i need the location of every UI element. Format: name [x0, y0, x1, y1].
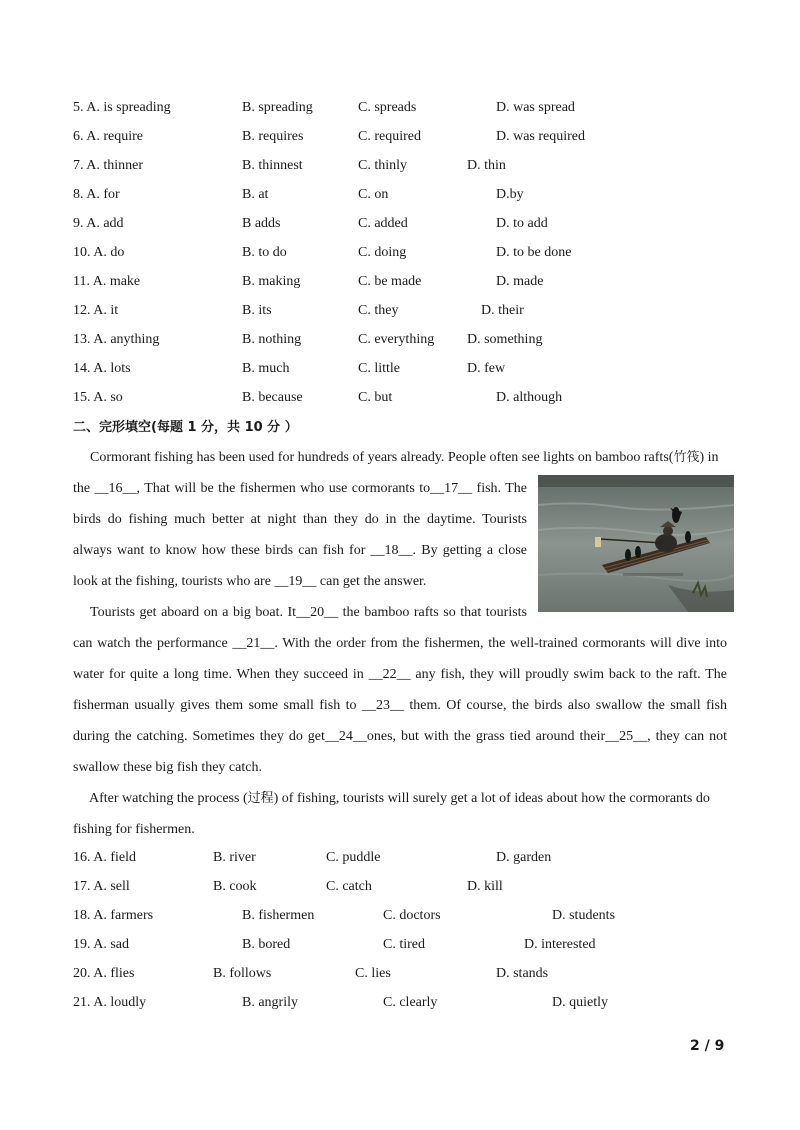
option-a: 12. A. it: [73, 303, 119, 318]
question-17-options: [0, 877, 800, 897]
option-b: B. spreading: [242, 100, 313, 115]
option-a: 17. A. sell: [73, 879, 130, 894]
option-b: B. river: [213, 850, 256, 865]
passage-line: fishing for fishermen.: [73, 822, 195, 837]
question-6-options: [0, 127, 800, 147]
option-c: C. lies: [355, 966, 391, 981]
passage-line: look at the fishing, tourists who are __19__ can get the answer.: [73, 574, 427, 589]
option-c: C. spreads: [358, 100, 417, 115]
option-d: D. was required: [496, 129, 586, 144]
cormorant-fishing-photo: [538, 475, 734, 612]
passage-line: water for quite a long time. When they succeed in __22__ any fish, they will proudly swim back to the raft. The: [73, 667, 727, 682]
option-a: 8. A. for: [73, 187, 120, 202]
option-b: B. bored: [242, 937, 291, 952]
question-9-options: [0, 214, 800, 234]
option-d: D. thin: [467, 158, 506, 173]
passage-line: during the catching. Sometimes they do get__24__ones, but with the grass tied around their__25__, they can not: [73, 729, 727, 744]
passage-line: swallow these big fish they catch.: [73, 760, 262, 775]
option-b: B. to do: [242, 245, 287, 260]
option-d: D. students: [552, 908, 615, 923]
question-7-options: [0, 156, 800, 176]
option-c: C. doctors: [383, 908, 441, 923]
passage-line: After watching the process (过程) of fishing, tourists will surely get a lot of ideas about how the cormorants do: [89, 791, 710, 806]
option-c: C. doing: [358, 245, 407, 260]
question-10-options: [0, 243, 800, 263]
option-c: C. thinly: [358, 158, 408, 173]
option-a: 18. A. farmers: [73, 908, 154, 923]
question-16-options: [0, 848, 800, 868]
option-d: D. made: [496, 274, 544, 289]
section-heading: 二、完形填空(每题 1 分，共 10 分 ）: [73, 420, 298, 435]
option-b: B. cook: [213, 879, 257, 894]
option-d: D. to add: [496, 216, 548, 231]
option-c: C. on: [358, 187, 389, 202]
option-b: B. much: [242, 361, 290, 376]
option-c: C. clearly: [383, 995, 438, 1010]
option-a: 10. A. do: [73, 245, 125, 260]
option-a: 14. A. lots: [73, 361, 131, 376]
option-a: 15. A. so: [73, 390, 123, 405]
question-11-options: [0, 272, 800, 292]
question-8-options: [0, 185, 800, 205]
passage-line: always want to know how these birds can fish for __18__. By getting a close: [73, 543, 527, 558]
passage-line: Cormorant fishing has been used for hundreds of years already. People often see lights on bamboo rafts(竹筏) in: [90, 450, 719, 465]
option-a: 16. A. field: [73, 850, 136, 865]
option-c: C. required: [358, 129, 421, 144]
question-21-options: [0, 993, 800, 1013]
option-b: B. because: [242, 390, 303, 405]
option-b: B. thinnest: [242, 158, 303, 173]
option-d: D. their: [481, 303, 524, 318]
option-c: C. added: [358, 216, 408, 231]
option-a: 13. A. anything: [73, 332, 160, 347]
option-d: D. garden: [496, 850, 552, 865]
question-14-options: [0, 359, 800, 379]
option-d: D. kill: [467, 879, 503, 894]
option-d: D. interested: [524, 937, 596, 952]
option-d: D.by: [496, 187, 524, 202]
option-b: B. making: [242, 274, 301, 289]
option-b: B. nothing: [242, 332, 302, 347]
option-d: D. although: [496, 390, 563, 405]
question-19-options: [0, 935, 800, 955]
option-a: 11. A. make: [73, 274, 141, 289]
passage-line: fisherman usually gives them some small fish to __23__ them. Of course, the birds also swallow the small fish: [73, 698, 727, 713]
option-d: D. few: [467, 361, 506, 376]
option-d: D. to be done: [496, 245, 572, 260]
option-a: 20. A. flies: [73, 966, 135, 981]
option-d: D. something: [467, 332, 543, 347]
option-c: C. tired: [383, 937, 425, 952]
option-c: C. puddle: [326, 850, 381, 865]
option-b: B. its: [242, 303, 272, 318]
option-a: 5. A. is spreading: [73, 100, 171, 115]
option-b: B adds: [242, 216, 281, 231]
option-b: B. angrily: [242, 995, 298, 1010]
question-12-options: [0, 301, 800, 321]
option-b: B. requires: [242, 129, 304, 144]
option-a: 19. A. sad: [73, 937, 129, 952]
option-c: C. be made: [358, 274, 422, 289]
option-d: D. quietly: [552, 995, 608, 1010]
page-number: 2 / 9: [690, 1038, 725, 1054]
option-a: 7. A. thinner: [73, 158, 143, 173]
passage-line: can watch the performance __21__. With the order from the fishermen, the well-trained cormorants will dive into: [73, 636, 727, 651]
question-15-options: [0, 388, 800, 408]
option-c: C. but: [358, 390, 393, 405]
option-d: D. was spread: [496, 100, 575, 115]
option-a: 6. A. require: [73, 129, 143, 144]
passage-line: birds do fishing much better at night than they do in the daytime. Tourists: [73, 512, 527, 527]
passage-line: Tourists get aboard on a big boat. It__20__ the bamboo rafts so that tourists: [90, 605, 527, 620]
option-b: B. follows: [213, 966, 272, 981]
option-c: C. everything: [358, 332, 435, 347]
option-b: B. fishermen: [242, 908, 315, 923]
option-b: B. at: [242, 187, 269, 202]
option-a: 21. A. loudly: [73, 995, 147, 1010]
option-c: C. they: [358, 303, 399, 318]
option-c: C. little: [358, 361, 400, 376]
option-c: C. catch: [326, 879, 372, 894]
passage-line: the __16__, That will be the fishermen who use cormorants to__17__ fish. The: [73, 481, 527, 496]
question-18-options: [0, 906, 800, 926]
option-d: D. stands: [496, 966, 549, 981]
option-a: 9. A. add: [73, 216, 124, 231]
question-20-options: [0, 964, 800, 984]
question-13-options: [0, 330, 800, 350]
question-5-options: [0, 98, 800, 118]
